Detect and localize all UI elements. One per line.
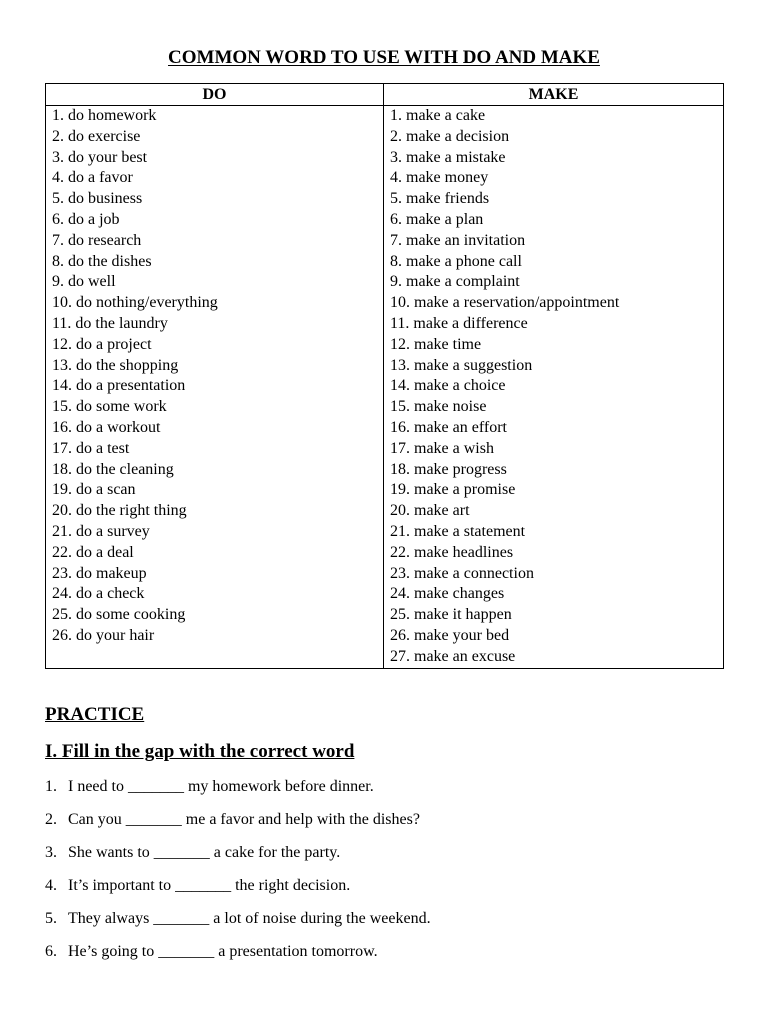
table-header-row bbox=[46, 84, 724, 106]
do-list-item: 22. do a deal bbox=[52, 543, 134, 561]
make-list-item: 22. make headlines bbox=[390, 543, 514, 561]
make-list-item: 11. make a difference bbox=[390, 314, 528, 332]
make-list-item: 23. make a connection bbox=[390, 564, 534, 582]
do-list-item: 19. do a scan bbox=[52, 481, 136, 499]
do-list-item: 8. do the dishes bbox=[52, 252, 152, 270]
make-list-item: 12. make time bbox=[390, 335, 482, 353]
do-list-item: 5. do business bbox=[52, 190, 143, 208]
make-column bbox=[384, 106, 724, 669]
exercise-sentence: I need to _______ my homework before dinner. bbox=[68, 778, 374, 795]
do-list-item: 6. do a job bbox=[52, 210, 120, 228]
practice-heading: PRACTICE bbox=[45, 704, 145, 725]
make-list-item: 27. make an excuse bbox=[390, 647, 516, 665]
do-list-item: 25. do some cooking bbox=[52, 606, 186, 624]
exercise-number: 1. bbox=[45, 778, 57, 795]
make-list-item: 5. make friends bbox=[390, 190, 490, 208]
make-list-item: 2. make a decision bbox=[390, 127, 510, 145]
make-list-item: 19. make a promise bbox=[390, 481, 516, 499]
exercise-item bbox=[45, 908, 431, 941]
exercise-sentence: They always _______ a lot of noise during the weekend. bbox=[68, 910, 431, 927]
do-list-item: 7. do research bbox=[52, 231, 142, 249]
exercise-item bbox=[45, 809, 431, 842]
do-list-item: 9. do well bbox=[52, 273, 116, 291]
exercise-sentence: She wants to _______ a cake for the party. bbox=[68, 844, 341, 861]
exercise-section-heading: I. Fill in the gap with the correct word bbox=[45, 741, 355, 762]
exercise-sentence: He’s going to _______ a presentation tomorrow. bbox=[68, 943, 378, 960]
make-list-item: 25. make it happen bbox=[390, 606, 512, 624]
do-column bbox=[46, 106, 384, 669]
exercise-number: 2. bbox=[45, 811, 57, 828]
do-list-item: 26. do your hair bbox=[52, 626, 155, 644]
do-list-item: 2. do exercise bbox=[52, 127, 141, 145]
do-list-item: 12. do a project bbox=[52, 335, 152, 353]
make-list-item: 10. make a reservation/appointment bbox=[390, 294, 620, 312]
make-list-item: 24. make changes bbox=[390, 585, 505, 603]
do-make-table bbox=[45, 83, 724, 669]
exercise-number: 6. bbox=[45, 943, 57, 960]
exercise-number: 5. bbox=[45, 910, 57, 927]
make-list-item: 6. make a plan bbox=[390, 210, 484, 228]
do-list-item: 20. do the right thing bbox=[52, 502, 187, 520]
make-list-item: 7. make an invitation bbox=[390, 231, 526, 249]
make-list-item: 20. make art bbox=[390, 502, 470, 520]
exercise-number: 4. bbox=[45, 877, 57, 894]
do-list-item: 16. do a workout bbox=[52, 418, 161, 436]
make-list-item: 1. make a cake bbox=[390, 107, 486, 124]
do-list-item: 4. do a favor bbox=[52, 169, 133, 187]
make-list-item: 13. make a suggestion bbox=[390, 356, 533, 374]
make-list-item: 18. make progress bbox=[390, 460, 507, 478]
exercise-item bbox=[45, 776, 431, 809]
make-list-item: 26. make your bed bbox=[390, 626, 510, 644]
make-list-item: 17. make a wish bbox=[390, 439, 494, 457]
exercise-list bbox=[45, 776, 431, 974]
make-column-header: MAKE bbox=[384, 84, 724, 106]
make-list-item: 3. make a mistake bbox=[390, 148, 506, 166]
exercise-number: 3. bbox=[45, 844, 57, 861]
do-list-item: 21. do a survey bbox=[52, 522, 150, 540]
do-list-item: 18. do the cleaning bbox=[52, 460, 174, 478]
do-list-item: 24. do a check bbox=[52, 585, 145, 603]
do-list-item: 23. do makeup bbox=[52, 564, 147, 582]
make-list-item: 9. make a complaint bbox=[390, 273, 520, 291]
exercise-sentence: It’s important to _______ the right decision. bbox=[68, 877, 351, 894]
make-list-item: 14. make a choice bbox=[390, 377, 506, 395]
exercise-item bbox=[45, 875, 431, 908]
do-list-item: 10. do nothing/everything bbox=[52, 294, 218, 312]
make-list-item: 21. make a statement bbox=[390, 522, 526, 540]
do-list-item: 14. do a presentation bbox=[52, 377, 186, 395]
do-column-header: DO bbox=[46, 84, 384, 106]
page-title: COMMON WORD TO USE WITH DO AND MAKE bbox=[168, 47, 600, 68]
make-list-item: 4. make money bbox=[390, 169, 489, 187]
make-list-item: 8. make a phone call bbox=[390, 252, 522, 270]
do-list-item: 13. do the shopping bbox=[52, 356, 179, 374]
make-list-item: 16. make an effort bbox=[390, 418, 507, 436]
exercise-item bbox=[45, 941, 431, 974]
do-list-item: 1. do homework bbox=[52, 107, 157, 124]
do-list-item: 17. do a test bbox=[52, 439, 130, 457]
do-list-item: 11. do the laundry bbox=[52, 314, 168, 332]
exercise-sentence: Can you _______ me a favor and help with the dishes? bbox=[68, 811, 420, 828]
make-list-item: 15. make noise bbox=[390, 398, 487, 416]
exercise-item bbox=[45, 842, 431, 875]
do-list-item: 3. do your best bbox=[52, 148, 148, 166]
do-list-item: 15. do some work bbox=[52, 398, 167, 416]
